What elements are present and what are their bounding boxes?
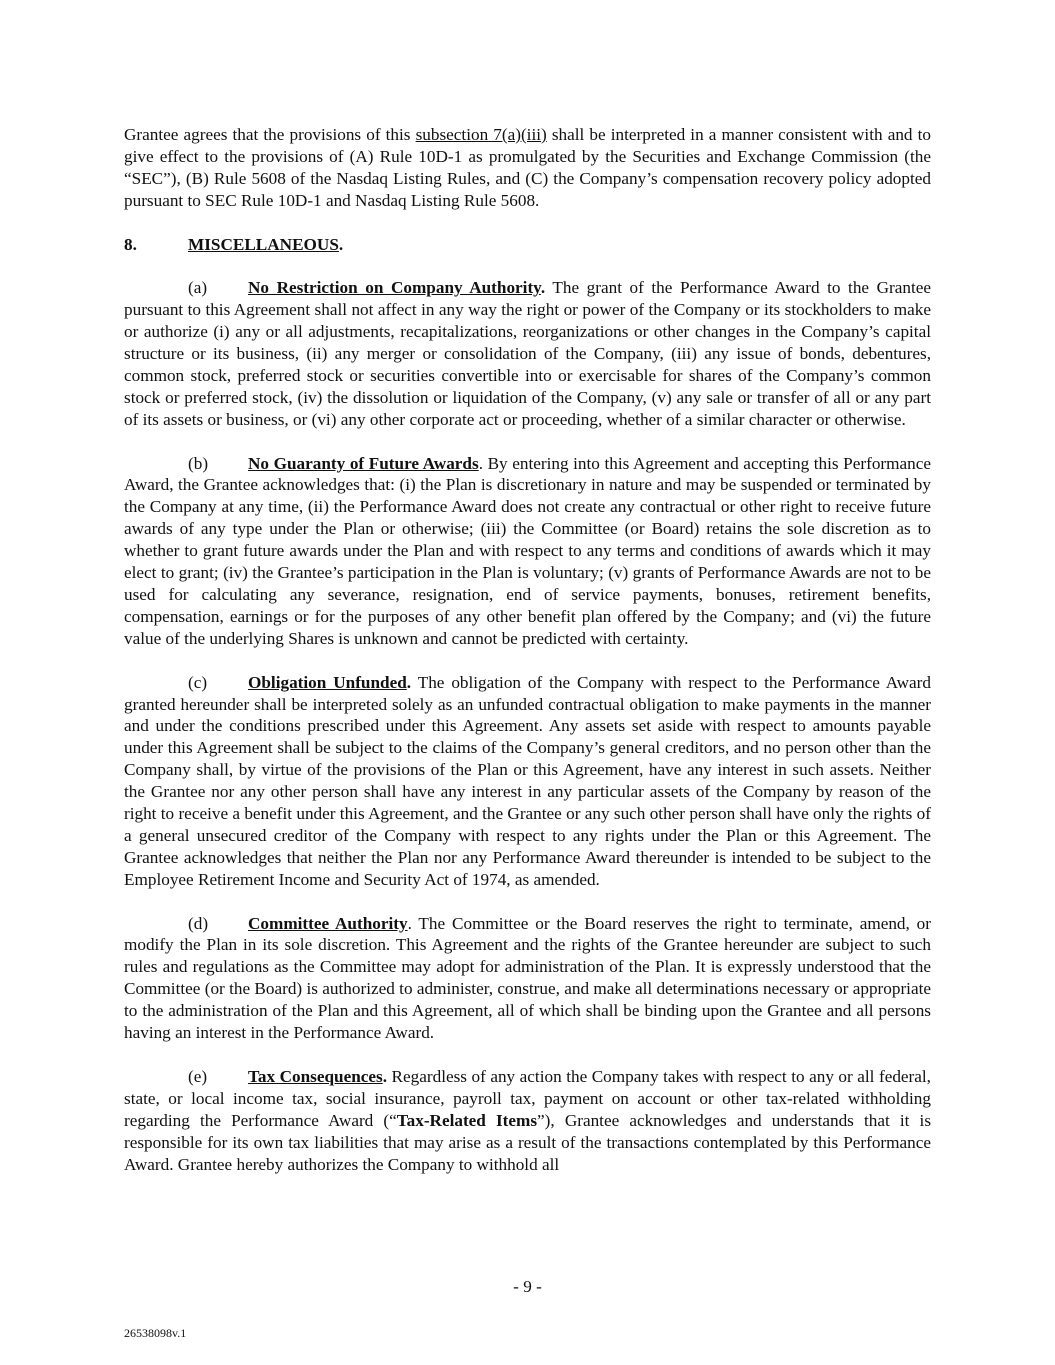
intro-paragraph: Grantee agrees that the provisions of this subsection 7(a)(iii) shall be interpreted in a manner consistent with and to give effect to the provisions of (A) Rule 10D-1 as promulgated by the Securities and Exchange Commission (the “SEC”), (B) Rule 5608 of the Nasdaq Listing Rules, and (C) the Company’s compensation recovery policy adopted pursuant to SEC Rule 10D-1 and Nasdaq Listing Rule 5608. xyxy=(124,125,931,210)
subsection-text: The Committee or the Board reserves the right to terminate, amend, or modify the Plan in its sole discretion. This Agreement and the rights of the Grantee hereunder are subject to such rules and regulations as the Committee may adopt for administration of the Plan. It is expressly understood that the Committee (or the Board) is authorized to administer, construe, and make all determinations necessary or appropriate to the administration of the Plan and this Agreement, all of which shall be binding upon the Grantee and all persons having an interest in the Performance Award. xyxy=(124,913,931,1043)
page-number: - 9 - xyxy=(513,1277,542,1296)
subsection-c: (c) Obligation Unfunded. The obligation of the Company with respect to the Performance Award granted hereunder shall be interpreted solely as an unfunded contractual obligation to make payments in the manner and under the conditions prescribed under this Agreement. Any assets set aside with respect to amounts payable under this Agreement shall be subject to the claims of the Company’s general creditors, and no person other than the Company shall, by virtue of the provisions of the Plan or this Agreement, have any interest in such assets. Neither the Grantee nor any other person shall have any interest in any particular assets of the Company by reason of the right to receive a benefit under this Agreement, and the Grantee or any such other person shall have only the rights of a general unsecured creditor of the Company with respect to any rights under the Plan or this Agreement. The Grantee acknowledges that neither the Plan nor any Performance Award thereunder is intended to be subject to the Employee Retirement Income and Security Act of 1974, as amended. xyxy=(124,672,931,889)
subsection-e: (e) Tax Consequences. Regardless of any action the Company takes with respect to any or all federal, state, or local income tax, social insurance, payroll tax, payment on account or other tax-related withholding regarding the Performance Award (“Tax-Related Items”), Grantee acknowledges and understands that it is responsible for its own tax liabilities that may arise as a result of the transactions contemplated by this Performance Award. Grantee hereby authorizes the Company to withhold all xyxy=(124,1066,932,1174)
subsection-letter: (e) xyxy=(188,1066,208,1086)
subsection-heading: No Guaranty of Future Awards xyxy=(248,453,479,473)
subsection-reference: subsection 7(a)(iii) xyxy=(415,125,547,144)
subsection-text: The obligation of the Company with respect to the Performance Award granted hereunder shall be interpreted solely as an unfunded contractual obligation to make payments in the manner and under the conditions prescribed under this Agreement. Any assets set aside with respect to amounts payable under this Agreement shall be subject to the claims of the Company’s general creditors, and no person other than the Company shall, by virtue of the provisions of the Plan or this Agreement, have any interest in such assets. Neither the Grantee nor any other person shall have any interest in any particular assets of the Company by reason of the right to receive a benefit under this Agreement, and the Grantee or any such other person shall have only the rights of a general unsecured creditor of the Company with respect to any rights under the Plan or this Agreement. The Grantee acknowledges that neither the Plan nor any Performance Award thereunder is intended to be subject to the Employee Retirement Income and Security Act of 1974, as amended. xyxy=(124,672,931,889)
subsection-letter: (c) xyxy=(188,672,208,692)
document-id: 26538098v.1 xyxy=(124,1326,187,1340)
section-number: 8. xyxy=(124,234,137,254)
subsection-text: By entering into this Agreement and accepting this Performance Award, the Grantee acknowledges that: (i) the Plan is discretionary in nature and may be suspended or terminated by the Company at any time, (ii) the Performance Award does not create any contractual or other right to receive future awards of any type under the Plan or otherwise; (iii) the Committee (or Board) retains the sole discretion as to whether to grant future awards under the Plan and with respect to any terms and conditions of awards which it may elect to grant; (iv) the Grantee’s participation in the Plan is voluntary; (v) grants of Performance Awards are not to be used for calculating any severance, resignation, end of service payments, bonuses, retirement benefits, compensation, earnings or for the purposes of any other benefit plan offered by the Company; and (vi) the future value of the underlying Shares is unknown and cannot be predicted with certainty. xyxy=(124,453,931,648)
document-body xyxy=(124,124,931,1197)
subsection-letter: (d) xyxy=(188,913,209,933)
subsection-letter: (a) xyxy=(188,278,208,298)
subsection-heading: Obligation Unfunded xyxy=(248,672,407,692)
subsection-text: The grant of the Performance Award to the Grantee pursuant to this Agreement shall not affect in any way the right or power of the Company or its stockholders to make or authorize (i) any or all adjustments, recapitalizations, reorganizations or other changes in the Company’s capital structure or its business, (ii) any merger or consolidation of the Company, (iii) any issue of bonds, debentures, common stock, preferred stock or securities convertible into or exercisable for shares of the Company’s common stock or preferred stock, (iv) the dissolution or liquidation of the Company, (v) any sale or transfer of all or any part of its assets or business, or (vi) any other corporate act or proceeding, whether of a similar character or otherwise. xyxy=(124,278,931,429)
subsection-d: (d) Committee Authority. The Committee or the Board reserves the right to terminate, amend, or modify the Plan in its sole discretion. This Agreement and the rights of the Grantee hereunder are subject to such rules and regulations as the Committee may adopt for administration of the Plan. It is expressly understood that the Committee (or the Board) is authorized to administer, construe, and make all determinations necessary or appropriate to the administration of the Plan and this Agreement, all of which shall be binding upon the Grantee and all persons having an interest in the Performance Award. xyxy=(124,913,931,1043)
defined-term: Tax-Related Items xyxy=(396,1110,538,1130)
subsection-letter: (b) xyxy=(188,453,209,473)
subsection-heading: Tax Consequences xyxy=(248,1066,383,1086)
subsection-heading: No Restriction on Company Authority xyxy=(248,278,541,298)
subsection-b: (b) No Guaranty of Future Awards. By entering into this Agreement and accepting this Performance Award, the Grantee acknowledges that: (i) the Plan is discretionary in nature and may be suspended or terminated by the Company at any time, (ii) the Performance Award does not create any contractual or other right to receive future awards of any type under the Plan or otherwise; (iii) the Committee (or Board) retains the sole discretion as to whether to grant future awards under the Plan and with respect to any terms and conditions of awards which it may elect to grant; (iv) the Grantee’s participation in the Plan is voluntary; (v) grants of Performance Awards are not to be used for calculating any severance, resignation, end of service payments, bonuses, retirement benefits, compensation, earnings or for the purposes of any other benefit plan offered by the Company; and (vi) the future value of the underlying Shares is unknown and cannot be predicted with certainty. xyxy=(124,453,931,648)
section-title: MISCELLANEOUS xyxy=(188,234,339,254)
subsection-heading: Committee Authority xyxy=(248,913,408,933)
section-heading: 8. MISCELLANEOUS. xyxy=(124,234,344,254)
subsection-a: (a) No Restriction on Company Authority. The grant of the Performance Award to the Grantee pursuant to this Agreement shall not affect in any way the right or power of the Company or its stockholders to make or authorize (i) any or all adjustments, recapitalizations, reorganizations or other changes in the Company’s capital structure or its business, (ii) any merger or consolidation of the Company, (iii) any issue of bonds, debentures, common stock, preferred stock or securities convertible into or exercisable for shares of the Company’s common stock or preferred stock, (iv) the dissolution or liquidation of the Company, (v) any sale or transfer of all or any part of its assets or business, or (vi) any other corporate act or proceeding, whether of a similar character or otherwise. xyxy=(124,278,931,429)
